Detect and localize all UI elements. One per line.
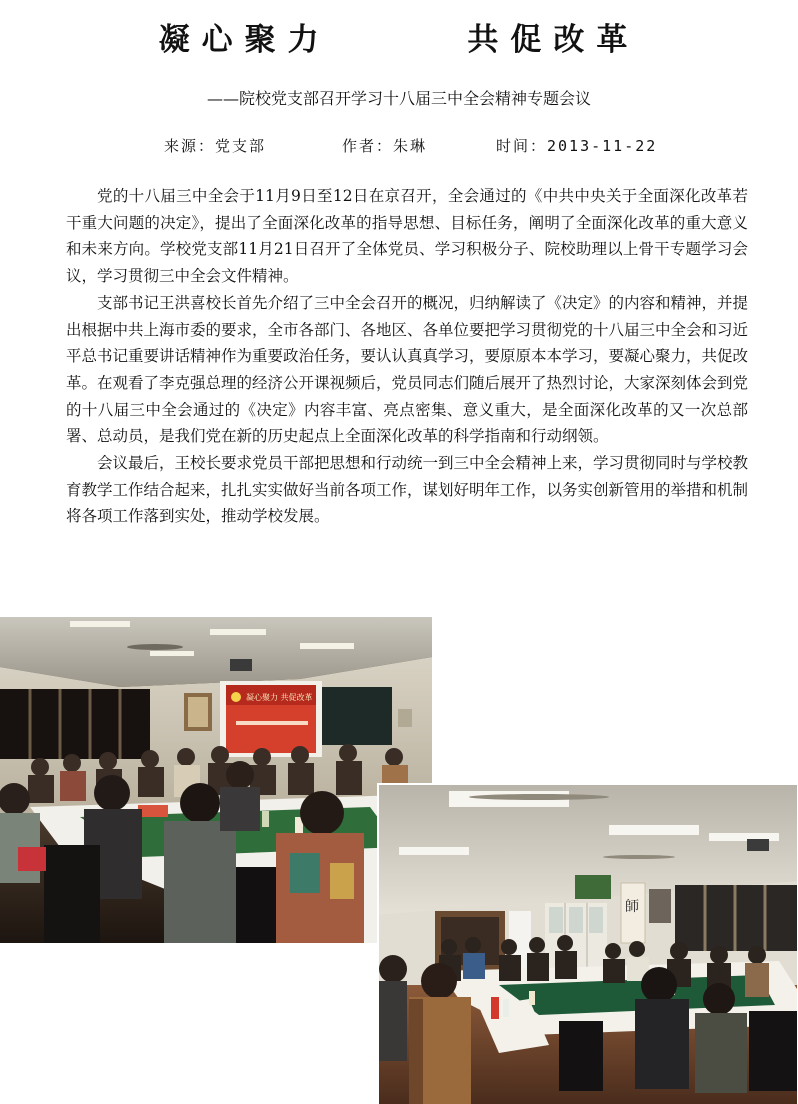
scroll-text: 師: [625, 899, 639, 915]
article-subtitle: ——院校党支部召开学习十八届三中全会精神专题会议: [206, 89, 591, 108]
meta-source: 来源：党支部: [164, 137, 267, 155]
article-meta: [164, 135, 657, 156]
meta-time: 时间：2013-11-22: [496, 137, 658, 155]
paragraph-1: 党的十八届三中全会于11月9日至12日在京召开，全会通过的《中共中央关于全面深化改革若干重大问题的决定》，提出了全面深化改革的指导思想、目标任务，阐明了全面深化改革的重大意义和未来方向。学校党支部11月21日召开了全体党员、学习积极分子、院校助理以上骨干专题学习会议，学习贯彻三中全会文件精神。: [66, 187, 748, 286]
screen-title: 凝心聚力 共促改革: [246, 693, 313, 702]
meta-author: 作者：朱琳: [342, 137, 428, 155]
article-body: [66, 183, 748, 530]
meeting-photo-2: [377, 783, 797, 1104]
article-title: 凝心聚力 共促改革: [158, 22, 640, 58]
meeting-photo-1-image: [0, 617, 432, 943]
paragraph-2: 支部书记王洪喜校长首先介绍了三中全会召开的概况，归纳解读了《决定》的内容和精神，并提出根据中共上海市委的要求，全市各部门、各地区、各单位要把学习贯彻党的十八届三中全会和习近平总书记重要讲话精神作为重要政治任务，要认认真真学习，要原原本本学习，要凝心聚力，共促改革。在观看了李克强总理的经济公开课视频后，党员同志们随后展开了热烈讨论，大家深刻体会到党的十八届三中全会通过的《决定》内容丰富、亮点密集、意义重大，是全面深化改革的又一次总部署、总动员，是我们党在新的历史起点上全面深化改革的科学指南和行动纲领。: [66, 293, 749, 446]
meeting-photo-2-image: [379, 785, 797, 1104]
paragraph-3: 会议最后，王校长要求党员干部把思想和行动统一到三中全会精神上来，学习贯彻同时与学校教育教学工作结合起来，扎扎实实做好当前各项工作，谋划好明年工作，以务实创新管用的举措和机制将各项工作落到实处，推动学校发展。: [66, 454, 749, 526]
meeting-photo-1: [0, 617, 432, 943]
